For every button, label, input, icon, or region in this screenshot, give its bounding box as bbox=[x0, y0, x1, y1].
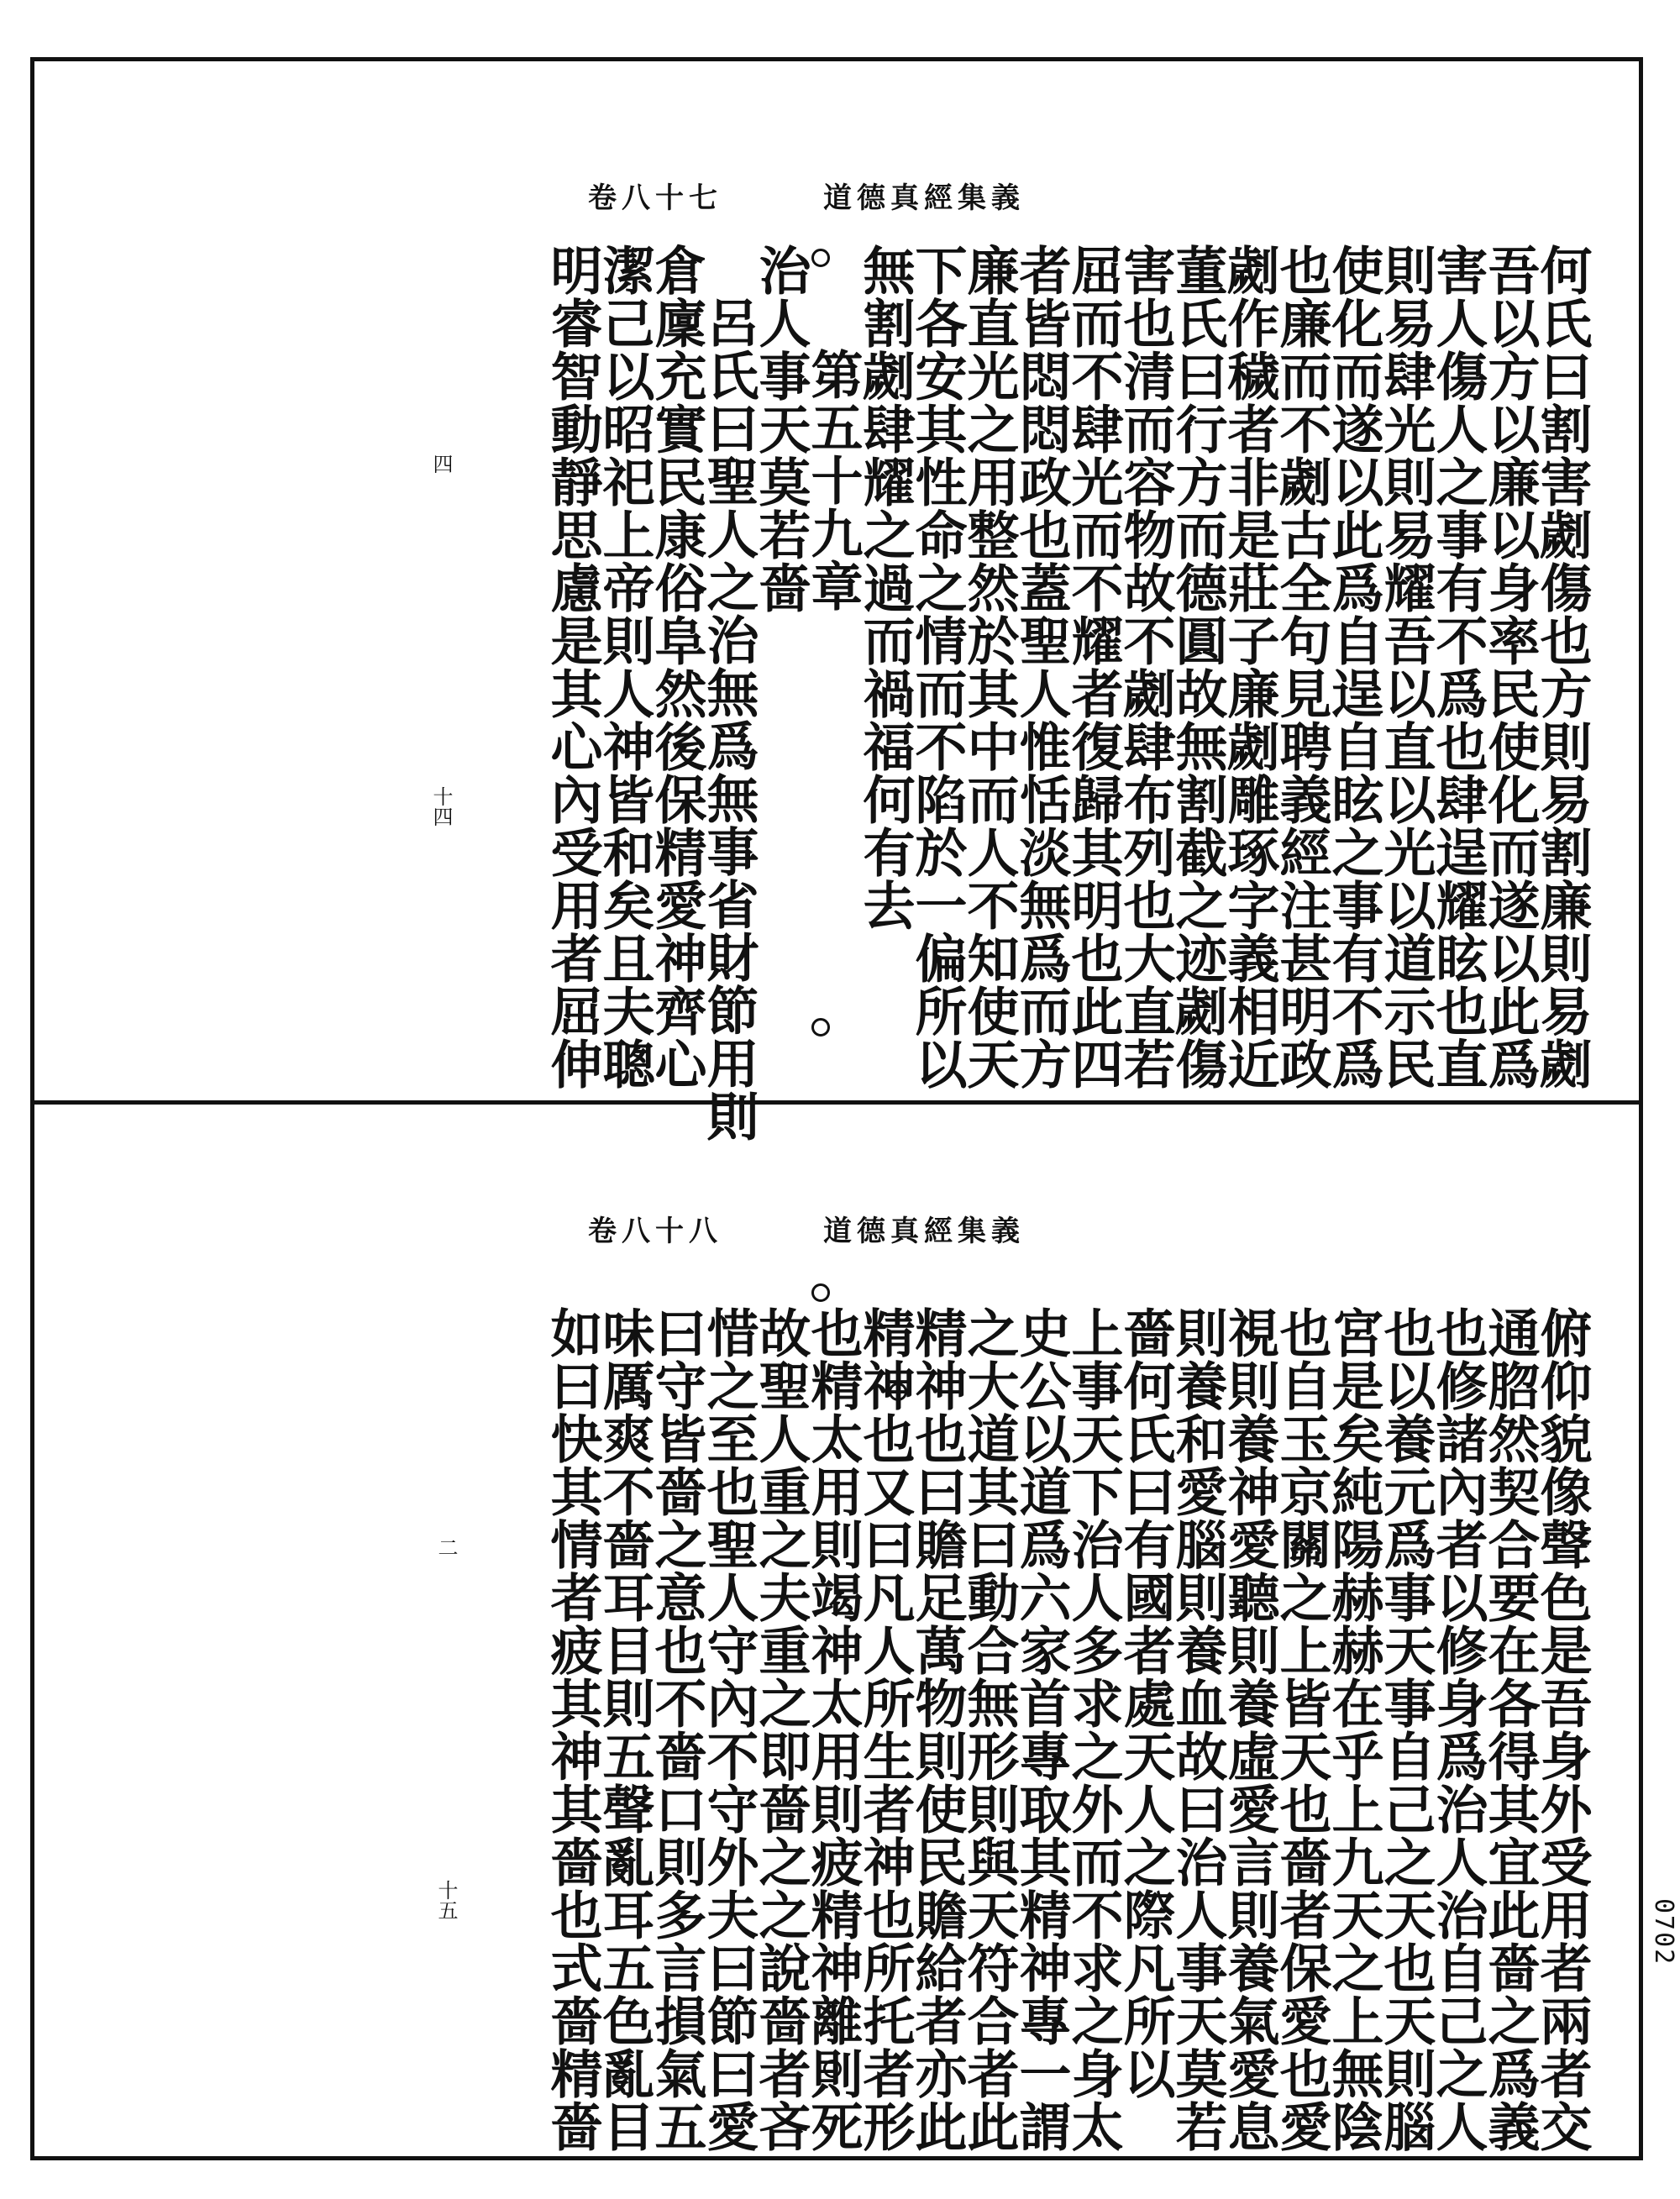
text-column: 曰守皆嗇之意也不嗇口則多言損氣五 bbox=[646, 1306, 707, 2153]
text-column: 屈而不肆光而不耀者復歸其明也此四 bbox=[1063, 244, 1124, 1090]
text-column: 者皆悶悶政也蓋聖人惟恬淡無爲而方 bbox=[1011, 244, 1072, 1090]
text-column: 使化而遂以此爲自逞自眩之事有不爲 bbox=[1323, 244, 1384, 1090]
text-column: 嗇何氏曰有國者處天人之際凡所以 bbox=[1115, 1306, 1176, 2100]
chapter-heading: 第五十九章 bbox=[802, 348, 864, 612]
top-folio-number: 十四 bbox=[429, 786, 453, 827]
text-column: 廉直光之用整然於其中而人不知使天 bbox=[958, 244, 1020, 1090]
text-column: 無割劌肆耀之過而禍福何有去 bbox=[854, 244, 916, 932]
text-column: 惜之至也聖人守內不守外夫曰節曰愛 bbox=[698, 1306, 759, 2153]
text-column: 劌作穢者非是莊子廉劌雕琢字義相近 bbox=[1219, 244, 1280, 1090]
text-column: 俯仰貌像聲色是吾身外受用者兩者交 bbox=[1531, 1306, 1593, 2153]
text-column: 也自玉京關之上皆天也嗇者保愛也愛 bbox=[1271, 1306, 1332, 2153]
text-column: 下各安其性命之情而不陷於一偏所以 bbox=[906, 244, 968, 1090]
text-column: 宮是矣純陽赫赫在乎上九天之上無陰 bbox=[1323, 1306, 1384, 2153]
text-column: 則易肆光則易耀吾以直以光以道示民 bbox=[1375, 244, 1436, 1090]
text-column: 潔己以昭祀上帝則人神皆和矣且夫聰 bbox=[594, 244, 655, 1090]
text-column: 精神也曰贍足萬物則使民贍給者亦此 bbox=[906, 1306, 968, 2153]
top-folio-marker: 四 bbox=[429, 454, 453, 474]
bottom-folio-marker: 二 bbox=[434, 1537, 458, 1557]
top-text-columns bbox=[92, 244, 1593, 1142]
text-column: 精神也又曰凡人所生者神也所托者形 bbox=[854, 1306, 916, 2153]
text-column: 吾以方以廉以身率民使化而遂以此爲 bbox=[1479, 244, 1541, 1090]
text-column: 也以養元爲事天事自己之天也天則腦 bbox=[1375, 1306, 1436, 2153]
page-number: 0702 bbox=[1649, 1898, 1678, 1966]
text-column: 也廉而不劌古全句見聘義經注甚明政 bbox=[1271, 244, 1332, 1090]
text-column: 之大道其曰動合無形則與天符合者此 bbox=[958, 1306, 1020, 2153]
text-column: 何氏曰割害劌傷也方則易割廉則易劌 bbox=[1531, 244, 1593, 1090]
bottom-header-title: 道德真經集義 bbox=[823, 1215, 1025, 1248]
text-column: 如曰快其情者疲其神其嗇也式嗇精嗇 bbox=[542, 1306, 603, 2153]
text-column: 害人傷人之事有不爲也肆逞耀眩也直 bbox=[1427, 244, 1488, 1090]
text-column: 通脗然契合要在各得其宜此嗇之爲義 bbox=[1479, 1306, 1541, 2153]
text-column: 董氏曰行方而德圓故無割截之迹劌傷 bbox=[1167, 244, 1228, 1090]
bottom-header-volume: 卷八十八 bbox=[588, 1215, 722, 1248]
punctuation-circle-icon bbox=[811, 1283, 830, 1302]
text-column: 呂氏曰聖人之治無爲無事省財節用則 bbox=[698, 296, 759, 1142]
text-column: 視則養神愛聽則養虛愛言則養氣愛息 bbox=[1219, 1306, 1280, 2153]
text-column: 則養和愛腦則養血故曰治人事天莫若 bbox=[1167, 1306, 1228, 2153]
text-column: 治人事天莫若嗇 bbox=[750, 244, 811, 614]
panel-divider bbox=[30, 1100, 1643, 1105]
bottom-text-columns bbox=[92, 1306, 1593, 2153]
text-column: 故聖人重之夫重之即嗇之之說嗇者吝 bbox=[750, 1306, 811, 2153]
text-column: 味厲爽不嗇耳目則五聲亂耳五色亂目 bbox=[594, 1306, 655, 2153]
top-header-volume: 卷八十七 bbox=[588, 181, 722, 215]
top-header-title: 道德真經集義 bbox=[823, 181, 1025, 215]
text-column: 也修諸內者以修身爲治人治自己之人 bbox=[1427, 1306, 1488, 2153]
text-column: 史公以道爲六家首專取其精神專一謂 bbox=[1011, 1306, 1072, 2153]
bottom-folio-number: 十五 bbox=[434, 1880, 458, 1920]
text-column: 上事天下治人多求之外而不求之身太 bbox=[1063, 1306, 1124, 2153]
text-column: 倉廩充實民康俗阜然後保精愛神齊心 bbox=[646, 244, 707, 1090]
text-column: 也精太用則竭神太用則疲精神離則死 bbox=[802, 1306, 864, 2153]
text-column: 害也清而容物故不劌肆布列也大直若 bbox=[1115, 244, 1176, 1090]
text-column: 明睿智動靜思慮是其心內受用者屈伸 bbox=[542, 244, 603, 1090]
